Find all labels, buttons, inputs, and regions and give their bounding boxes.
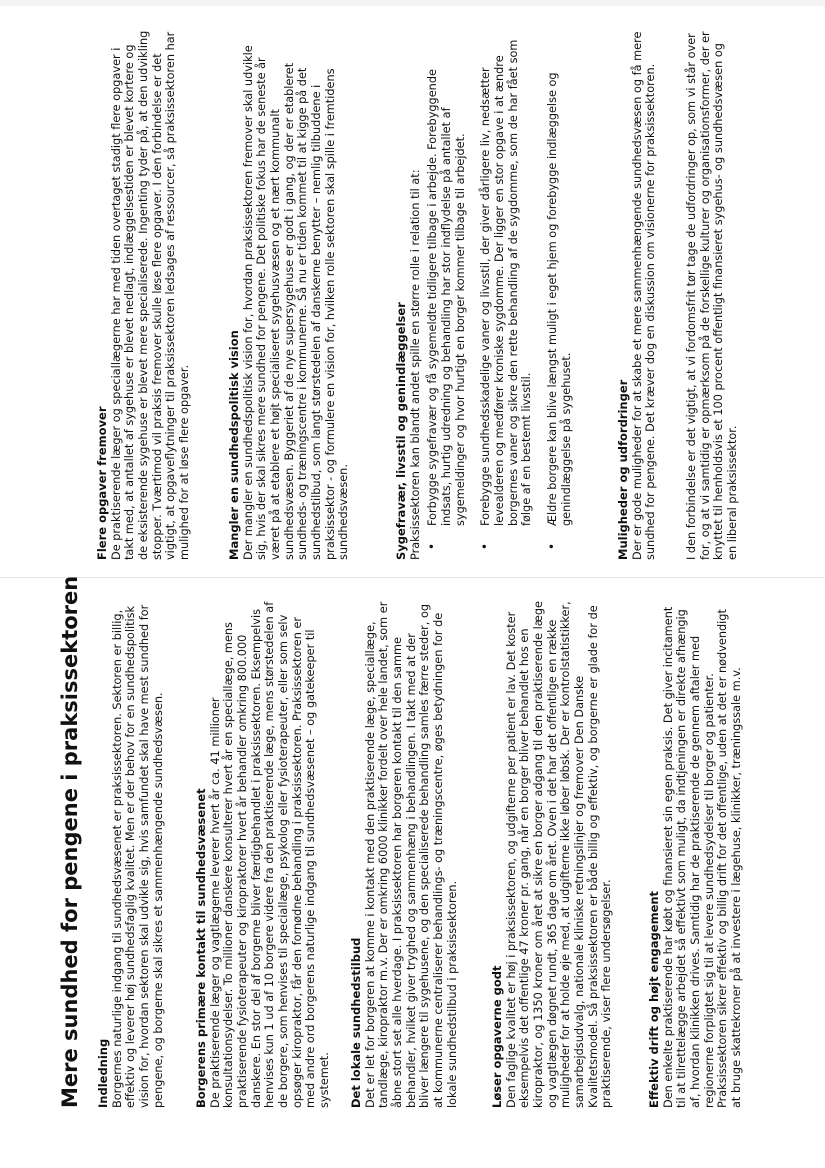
bullet-list (426, 30, 573, 560)
left-column (0, 575, 825, 1108)
section-text: I den forbindelse er det vigtigt, at vi fordomsfrit tør tage de udfordringer op, som vi står over for, og at vi samtidig er opmærksom på de forskellige kulturer og organisationsformer, der er knyttet til henholdsvis et 100 procent offentligt finansieret sygehus- og sundhedsvæsen og en liberal praksissektor. (685, 31, 740, 560)
section-heading: Indledning (96, 1038, 110, 1108)
section-heading: Muligheder og udfordringer (616, 379, 630, 560)
section-heading: Borgerens primære kontakt til sundhedsvæsenet (194, 788, 208, 1108)
section-sygefravaer (395, 30, 586, 560)
section-indledning (97, 600, 165, 1108)
section-primaer-kontakt (195, 600, 332, 1108)
column-gutter (0, 577, 825, 578)
section-text: De praktiserende læger og speciallægerne har med tiden overtaget stadigt flere opgaver i takt med, at antallet af sygehuse er blevet nedlagt, indlæggelsestiden er blevet kortere og de eksisterende sygehuse er blevet mere specialiserede. Ingenting tyder på, at den udvikling stopper. Tværtimod vil praksis fremover skulle løse flere opgaver. I den forbindelse er det vigtigt, at opgaveflytninger til praksissektoren ledsages af ressourcer, så praksissektoren har mulighed for at løse flere opgaver. (109, 30, 192, 560)
section-text: De praktiserende læger og vagtlægerne leverer hvert år ca. 41 millioner konsultationsydelser. To millioner danskere konsulterer hvert år en speciallæge, mens praktiserende fysioterapeuter og kiropraktorer hvert år behandler omkring 800.000 danskere. En stor del af borgerne bliver færdigbehandlet i praksissektoren. Eksempelvis henvises kun 1 ud af 10 borgere videre fra den praktiserende læge, mens størstedelen af de borgere, som henvises til speciallæge, psykolog eller fysioterapeuter, eller som selv opsøger kiropraktor, får den fornødne behandling i praksissektoren. Praksissektoren er med andre ord borgerens naturlige indgang til sundhedsvæsenet – og gatekeeper til systemet. (208, 601, 332, 1108)
section-heading: Effektiv drift og højt engagement (647, 890, 661, 1108)
section-text: Det er let for borgeren at komme i kontakt med den praktiserende læge, speciallæge, tandlæge, kiropraktor m.v. Der er omkring 6000 klinikker fordelt over hele landet, som er åbne stort set alle hverdage. I praksissektoren har borgeren kontakt til den samme behandler, hvilket giver tryghed og sammenhæng i behandlingen. I takt med at der bliver længere til sygehusene, og den specialiserede behandling samles færre steder, og at kommunerne centraliserer behandlings- og træningscentre, øges betydningen for de lokale sundhedstilbud i praksissektoren. (363, 601, 459, 1108)
section-heading: Mangler en sundhedspolitisk vision (227, 330, 241, 560)
section-mangler-vision (228, 30, 351, 560)
section-heading: Flere opgaver fremover (95, 406, 109, 560)
section-heading: Det lokale sundhedstilbud (349, 937, 363, 1108)
section-text: Der mangler en sundhedspolitisk vision for, hvordan praksissektoren fremover skal udvikle sig, hvis der skal sikres mere sundhed for pengene. Det politiske fokus har de seneste år været på at etablere et højt specialiseret sygehusvæsen og et nært kommunalt sundhedsvæsen. Byggeriet af de nye supersygehuse er godt i gang, og der er etableret sundheds- og træningscentre i kommunerne. Så nu er tiden kommet til at kigge på det sundhedstilbud, som langt størstedelen af danskerne benytter – nemlig tilbuddene i praksissektor - og formulere en vision for, hvilken rolle sektoren skal spille i fremtidens sundhedsvæsen. (241, 45, 351, 560)
right-column (0, 30, 825, 560)
section-heading: Løser opgaverne godt (490, 965, 504, 1108)
section-text: Borgernes naturlige indgang til sundhedsvæsenet er praksissektoren. Sektoren er billig, effektiv og leverer høj sundhedsfaglig kvalitet. Men er der behov for en sundhedspolitisk vision for, hvordan sektoren skal udvikle sig, hvis samfundet skal have mest sundhed for pengene, og borgerne skal sikres et sammenhængende sundhedsvæsen. (110, 604, 165, 1108)
section-afslutning (685, 30, 740, 560)
section-heading: Sygefravær, livsstil og genindlæggelser (394, 302, 408, 560)
section-effektiv-drift (648, 600, 744, 1108)
section-text: Der er gode muligheder for at skabe et mere sammenhængende sundhedsvæsen og få mere sundhed for pengene. Det kræver dog en diskussion om visionerne for praksissektoren. (630, 31, 658, 560)
bullet-item: • Ældre borgere kan blive længst muligt i eget hjem og forebygge indlæggelse og genindlæggelse på sygehuset. (546, 30, 573, 560)
section-text: Den faglige kvalitet er høj i praksissektoren, og udgifterne per patient er lav. Det koster eksempelvis det offentlige 47 kroner pr. gang, når en borger bliver behandlet hos en kiropraktor, og 1350 kroner om året at sikre en borger adgang til den praktiserende læge og vagtlægen døgnet rundt, 365 dage om året. Oven i det har det offentlige en række muligheder for at holde øje med, at udgifterne ikke løber løbsk. Der er kontrolstatistikker, samarbejdsudvalg, nationale kliniske retningslinjer og fremover Den Danske Kvalitetsmodel. Så praksissektoren er både billig og effektiv, og borgerne er glade for de praktiserende, viser flere undersøgelser. (504, 600, 614, 1108)
section-flere-opgaver (96, 30, 192, 560)
section-muligheder (617, 30, 658, 560)
article-title: Mere sundhed for pengene i praksissektoren (58, 575, 82, 1108)
section-loeser-opgaverne (491, 600, 614, 1108)
section-text: Praksissektoren kan blandt andet spille en større rolle i relation til at: (408, 169, 422, 560)
section-text: Den enkelte praktiserende har købt og finansieret sin egen praksis. Det giver incitament til at tilrettelægge arbejdet så effektivt som muligt, da indtjeningen er direkte afhængig af, hvordan klinikken drives. Samtidig har de praktiserende de gennem aftaler med regionerne forpligtet sig til at levere sundhedsydelser til borger og patienter. Praksissektoren sikrer effektiv og billig drift for det offentlige, uden at det er nødvendigt at bruge skattekroner på at investere i lægehuse, klinikker, træningssale m.v. (661, 606, 744, 1108)
bullet-item: • Forebygge sundhedsskadelige vaner og livsstil, der giver dårligere liv, nedsætter levealderen og medfører kroniske sygdomme. Der ligger en stor opgave i at ændre borgernes vaner og sikre den rette behandling af de sygdomme, som de har fået som følge af en bestemt livsstil. (479, 30, 534, 560)
section-lokale-sundhedstilbud (350, 600, 459, 1108)
bullet-item: • Forbygge sygefravær og få sygemeldte tidligere tilbage i arbejde. Forebyggende indsats, hurtig udredning og behandling har stor indflydelse på antallet af sygemeldinger og hvor hurtigt en borger kommer tilbage til arbejdet. (426, 30, 467, 560)
